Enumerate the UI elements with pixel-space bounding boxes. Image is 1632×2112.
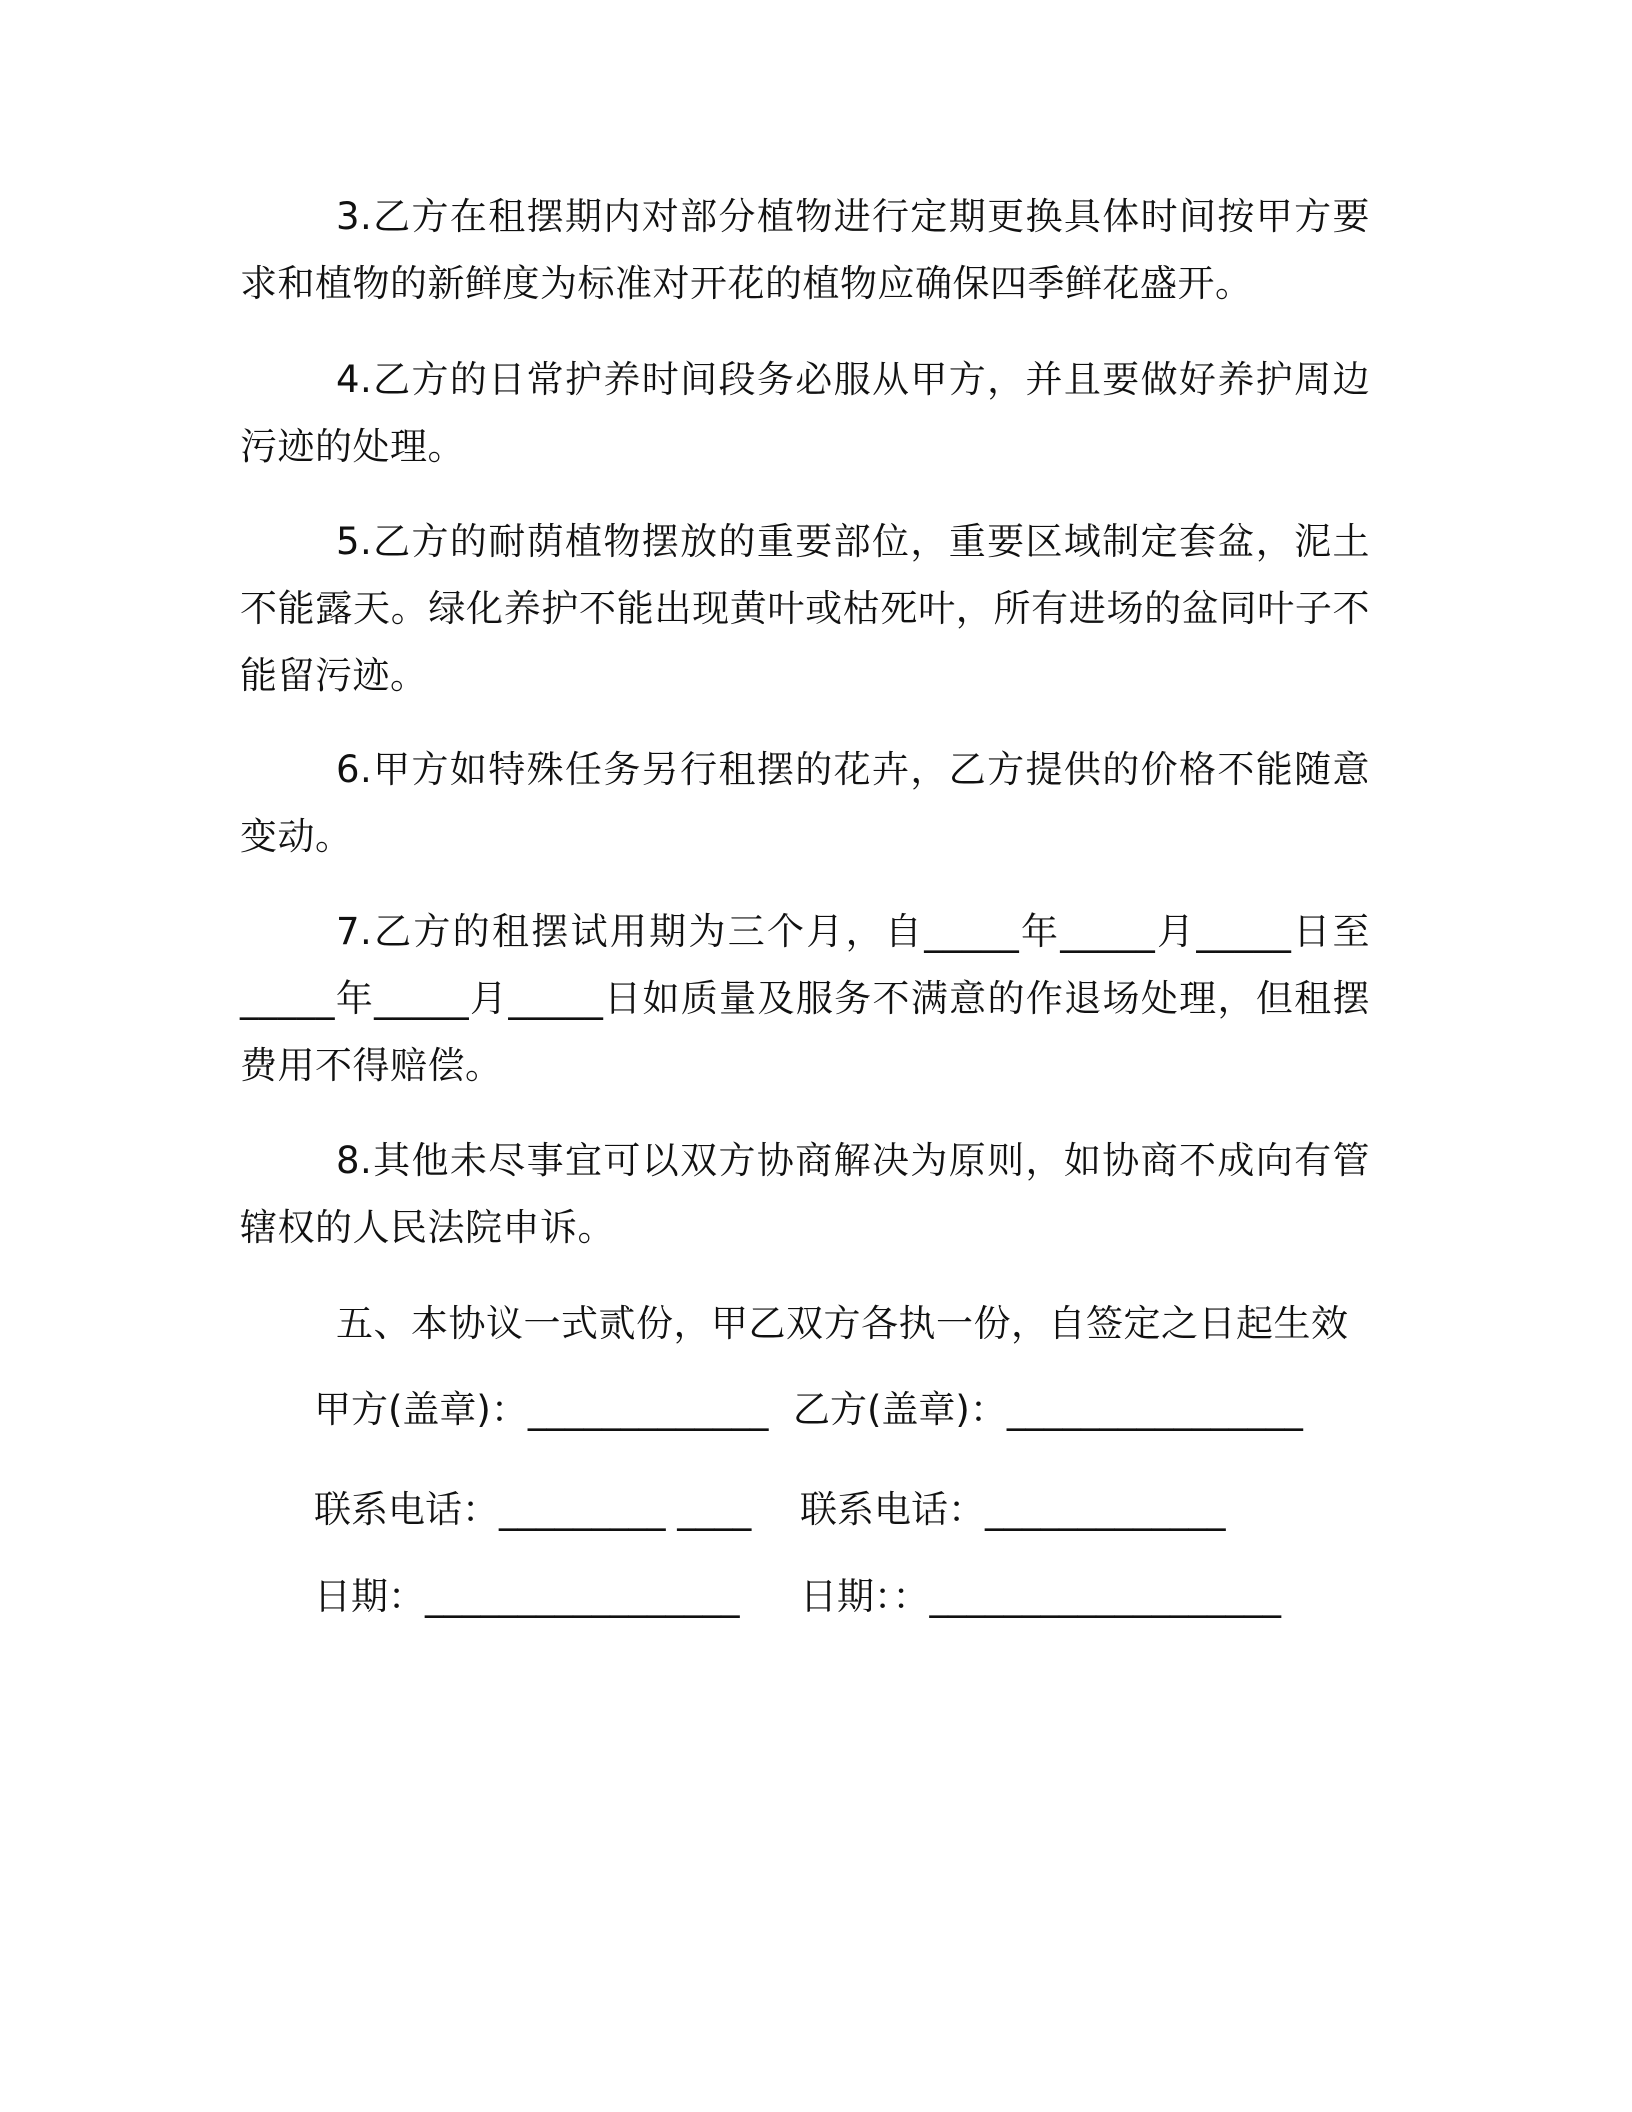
party-b-seal-field: 乙方(盖章)：________________: [793, 1388, 1303, 1431]
clause-5: 5.乙方的耐荫植物摆放的重要部位，重要区域制定套盆，泥土不能露天。绿化养护不能出现黄叶或枯死叶，所有进场的盆同叶子不能留污迹。: [240, 520, 1370, 697]
party-a-date-field: 日期：_________________: [314, 1575, 740, 1618]
party-b-date-field: 日期：：___________________: [800, 1575, 1281, 1618]
party-a-phone-field: 联系电话：_________ ____: [314, 1488, 752, 1531]
clause-7: 7.乙方的租摆试用期为三个月，自_____年_____月_____日至_____年_____月_____日如质量及服务不满意的作退场处理，但租摆费用不得赔偿。: [240, 910, 1370, 1087]
party-b-phone-field: 联系电话：_____________: [800, 1488, 1226, 1531]
clause-6: 6.甲方如特殊任务另行租摆的花卉，乙方提供的价格不能随意变动。: [240, 748, 1370, 858]
section-five: 五、本协议一式贰份，甲乙双方各执一份，自签定之日起生效: [336, 1302, 1349, 1345]
clause-8: 8.其他未尽事宜可以双方协商解决为原则，如协商不成向有管辖权的人民法院申诉。: [240, 1139, 1370, 1249]
clause-3: 3.乙方在租摆期内对部分植物进行定期更换具体时间按甲方要求和植物的新鲜度为标准对开花的植物应确保四季鲜花盛开。: [240, 195, 1370, 305]
clause-4: 4.乙方的日常护养时间段务必服从甲方，并且要做好养护周边污迹的处理。: [240, 358, 1370, 468]
party-a-seal-field: 甲方(盖章)：_____________: [314, 1388, 769, 1431]
